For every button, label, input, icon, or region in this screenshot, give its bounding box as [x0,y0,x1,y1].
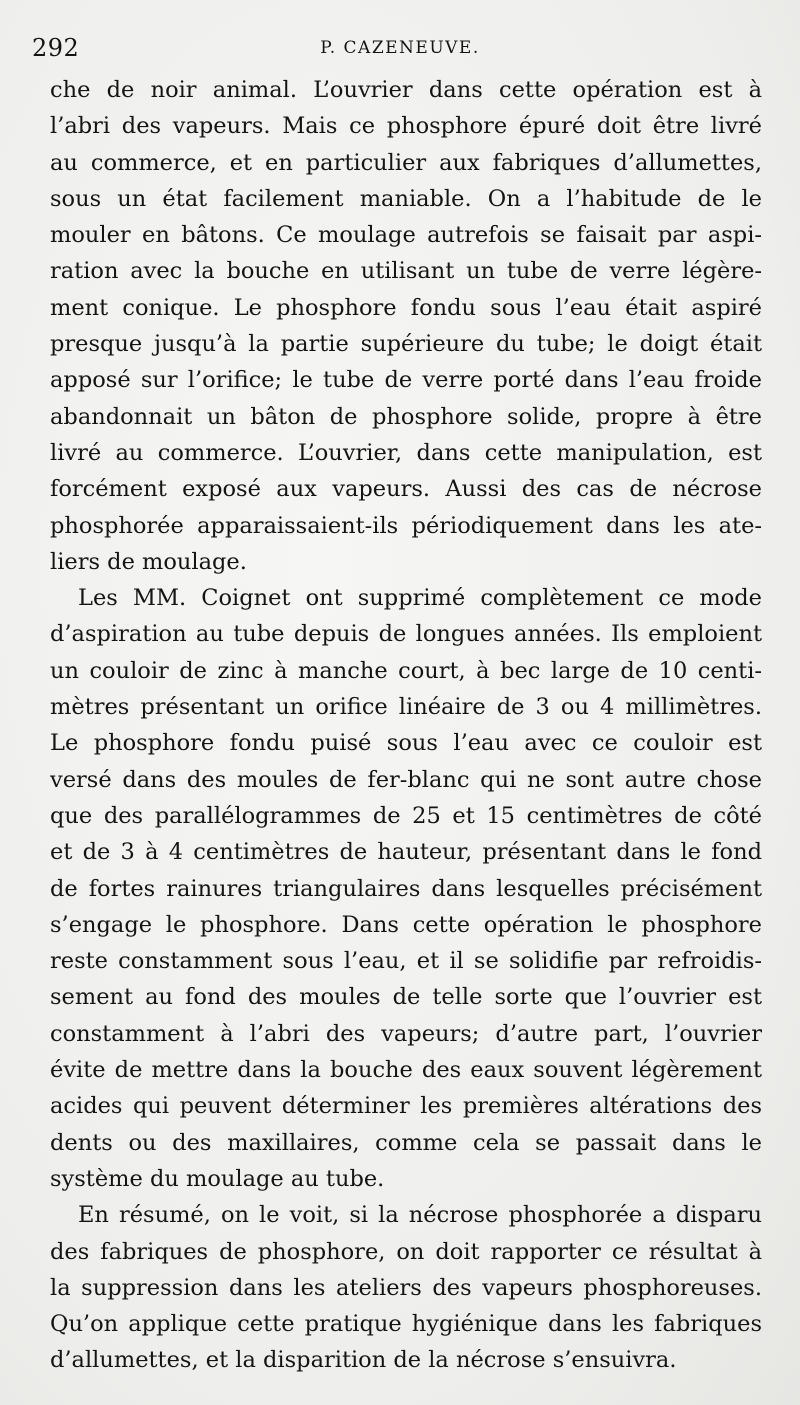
page-number: 292 [32,34,80,62]
text-line: l’abri des vapeurs. Mais ce phosphore épuré doit être livré [50,113,762,140]
text-line: au commerce, et en particulier aux fabriques d’allumettes, [50,149,762,176]
text-line: mètres présentant un orifice linéaire de 3 ou 4 millimètres. [50,694,762,721]
text-line: versé dans des moules de fer-blanc qui ne sont autre chose [50,766,762,793]
text-line: presque jusqu’à la partie supérieure du tube; le doigt était [50,331,762,358]
text-line: ment conique. Le phosphore fondu sous l’eau était aspiré [50,294,762,321]
text-line: Le phosphore fondu puisé sous l’eau avec ce couloir est [50,730,762,757]
text-line: constamment à l’abri des vapeurs; d’autre part, l’ouvrier [50,1020,762,1047]
text-line: dents ou des maxillaires, comme cela se passait dans le [50,1129,762,1156]
text-line: Qu’on applique cette pratique hygiénique dans les fabriques [50,1311,762,1338]
text-line: s’engage le phosphore. Dans cette opération le phosphore [50,911,762,938]
text-line: que des parallélogrammes de 25 et 15 centimètres de côté [50,802,762,829]
text-line: liers de moulage. [50,548,247,575]
text-line: d’allumettes, et la disparition de la nécrose s’ensuivra. [50,1347,677,1374]
text-line: sement au fond des moules de telle sorte que l’ouvrier est [50,984,762,1011]
running-head: P. CAZENEUVE. [320,38,480,58]
text-line: phosphorée apparaissaient-ils périodiquement dans les ate- [50,512,762,539]
text-line: un couloir de zinc à manche court, à bec large de 10 centi- [50,657,762,684]
text-line: de fortes rainures triangulaires dans lesquelles précisément [50,875,762,902]
text-line: forcément exposé aux vapeurs. Aussi des cas de nécrose [50,476,762,503]
text-line: la suppression dans les ateliers des vapeurs phosphoreuses. [50,1274,762,1301]
text-line: En résumé, on le voit, si la nécrose phosphorée a disparu [78,1202,762,1229]
text-line: livré au commerce. L’ouvrier, dans cette manipulation, est [50,439,762,466]
body-text [50,72,762,1379]
text-line: Les MM. Coignet ont supprimé complètement ce mode [78,585,762,612]
text-line: abandonnait un bâton de phosphore solide, propre à être [50,403,762,430]
text-line: et de 3 à 4 centimètres de hauteur, présentant dans le fond [50,839,762,866]
text-line: che de noir animal. L’ouvrier dans cette opération est à [50,77,762,103]
text-line: apposé sur l’orifice; le tube de verre porté dans l’eau froide [50,367,762,394]
text-line: sous un état facilement maniable. On a l’habitude de le [50,185,762,212]
text-line: acides qui peuvent déterminer les premières altérations des [50,1093,762,1120]
text-line: ration avec la bouche en utilisant un tube de verre légère- [50,258,762,285]
text-line: mouler en bâtons. Ce moulage autrefois se faisait par aspi- [50,222,762,249]
text-line: des fabriques de phosphore, on doit rapporter ce résultat à [50,1238,762,1265]
text-line: d’aspiration au tube depuis de longues années. Ils emploient [50,621,762,648]
page-header [32,34,768,64]
text-line: système du moulage au tube. [50,1165,385,1192]
text-line: reste constamment sous l’eau, et il se solidifie par refroidis- [50,948,762,975]
text-line: évite de mettre dans la bouche des eaux souvent légèrement [50,1057,762,1084]
